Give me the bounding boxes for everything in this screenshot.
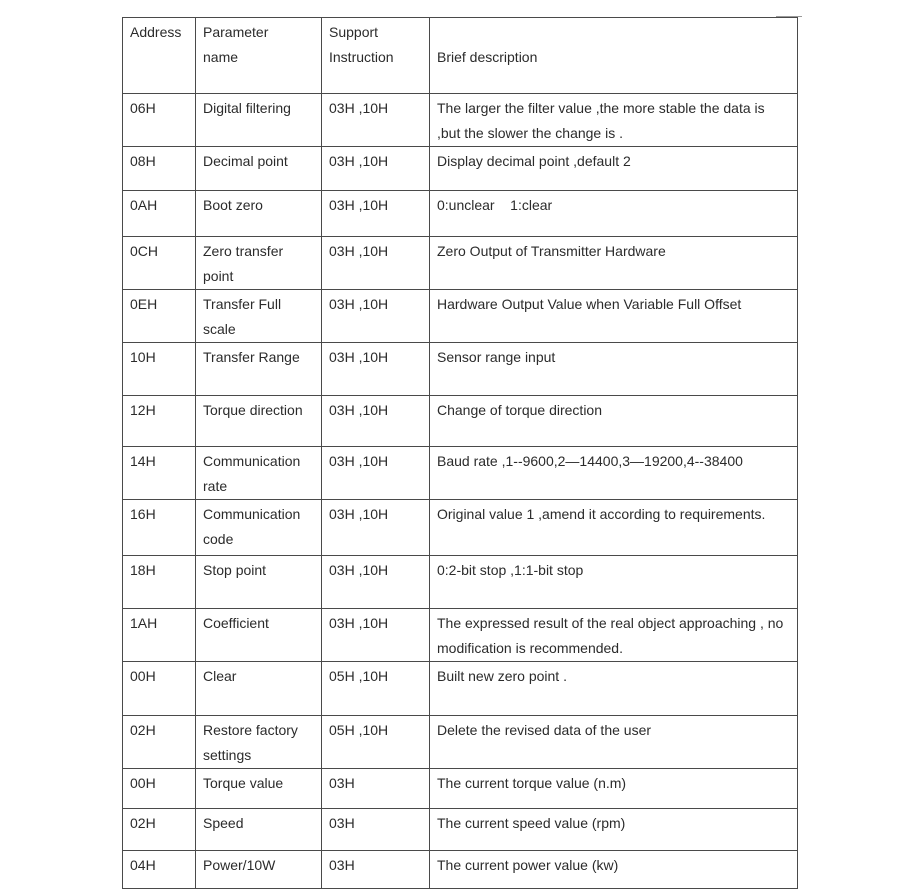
cell-address: 12H [123, 396, 196, 447]
cell-parameter-name: Torque value [196, 769, 322, 809]
cell-instruction: 03H ,10H [322, 147, 430, 191]
cell-instruction: 03H [322, 851, 430, 889]
cell-parameter-name: Decimal point [196, 147, 322, 191]
cell-parameter-name: Clear [196, 662, 322, 716]
table-row [123, 716, 798, 769]
cell-address: 0EH [123, 290, 196, 343]
cell-parameter-name: Transfer Full scale [196, 290, 322, 343]
table-row [123, 396, 798, 447]
cell-address: 0AH [123, 191, 196, 237]
cell-description: The expressed result of the real object approaching , no modification is recommended. [430, 609, 798, 662]
header-parameter-name: Parameter name [196, 18, 322, 94]
cell-description: The larger the filter value ,the more stable the data is ,but the slower the change is . [430, 94, 798, 147]
table-row [123, 809, 798, 851]
cell-parameter-name: Speed [196, 809, 322, 851]
cell-description: Built new zero point . [430, 662, 798, 716]
cell-description: The current speed value (rpm) [430, 809, 798, 851]
cell-description: The current torque value (n.m) [430, 769, 798, 809]
cell-description: Original value 1 ,amend it according to requirements. [430, 500, 798, 556]
header-brief-description: Brief description [430, 18, 798, 94]
table-row [123, 662, 798, 716]
cell-parameter-name: Power/10W [196, 851, 322, 889]
cell-instruction: 05H ,10H [322, 716, 430, 769]
cell-address: 06H [123, 94, 196, 147]
table-row [123, 343, 798, 396]
header-row [123, 18, 798, 94]
table-row [123, 290, 798, 343]
cell-address: 02H [123, 716, 196, 769]
header-address: Address [123, 18, 196, 94]
table-row [123, 556, 798, 609]
cell-parameter-name: Stop point [196, 556, 322, 609]
cell-parameter-name: Torque direction [196, 396, 322, 447]
cell-instruction: 03H ,10H [322, 556, 430, 609]
cell-address: 08H [123, 147, 196, 191]
cell-parameter-name: Restore factory settings [196, 716, 322, 769]
cell-parameter-name: Transfer Range [196, 343, 322, 396]
cell-instruction: 03H ,10H [322, 237, 430, 290]
cell-address: 18H [123, 556, 196, 609]
cell-description: Delete the revised data of the user [430, 716, 798, 769]
cell-address: 02H [123, 809, 196, 851]
cell-instruction: 03H ,10H [322, 343, 430, 396]
cell-parameter-name: Coefficient [196, 609, 322, 662]
cell-description: Zero Output of Transmitter Hardware [430, 237, 798, 290]
cell-description: 0:unclear 1:clear [430, 191, 798, 237]
cell-instruction: 03H ,10H [322, 396, 430, 447]
cell-instruction: 03H [322, 769, 430, 809]
cell-address: 16H [123, 500, 196, 556]
table-row [123, 500, 798, 556]
cell-address: 00H [123, 769, 196, 809]
table-row [123, 237, 798, 290]
table-row [123, 851, 798, 889]
table-row [123, 191, 798, 237]
cell-description: The current power value (kw) [430, 851, 798, 889]
cell-instruction: 03H ,10H [322, 500, 430, 556]
table-row [123, 769, 798, 809]
cell-instruction: 05H ,10H [322, 662, 430, 716]
cell-description: Change of torque direction [430, 396, 798, 447]
cell-parameter-name: Communication rate [196, 447, 322, 500]
table-row [123, 147, 798, 191]
cell-address: 10H [123, 343, 196, 396]
cell-instruction: 03H ,10H [322, 290, 430, 343]
cell-address: 14H [123, 447, 196, 500]
cell-address: 04H [123, 851, 196, 889]
header-support-instruction: Support Instruction [322, 18, 430, 94]
table-row [123, 447, 798, 500]
cell-address: 00H [123, 662, 196, 716]
table-row [123, 609, 798, 662]
register-table [122, 17, 798, 889]
cell-description: Sensor range input [430, 343, 798, 396]
cell-description: Hardware Output Value when Variable Full Offset [430, 290, 798, 343]
cell-parameter-name: Communication code [196, 500, 322, 556]
table-row [123, 94, 798, 147]
cell-instruction: 03H ,10H [322, 609, 430, 662]
cell-instruction: 03H ,10H [322, 94, 430, 147]
cell-description: Display decimal point ,default 2 [430, 147, 798, 191]
cell-description: Baud rate ,1--9600,2—14400,3—19200,4--38400 [430, 447, 798, 500]
cell-instruction: 03H ,10H [322, 191, 430, 237]
cell-address: 0CH [123, 237, 196, 290]
cell-parameter-name: Digital filtering [196, 94, 322, 147]
cell-parameter-name: Boot zero [196, 191, 322, 237]
cell-instruction: 03H ,10H [322, 447, 430, 500]
cell-address: 1AH [123, 609, 196, 662]
cell-parameter-name: Zero transfer point [196, 237, 322, 290]
cell-instruction: 03H [322, 809, 430, 851]
cell-description: 0:2-bit stop ,1:1-bit stop [430, 556, 798, 609]
